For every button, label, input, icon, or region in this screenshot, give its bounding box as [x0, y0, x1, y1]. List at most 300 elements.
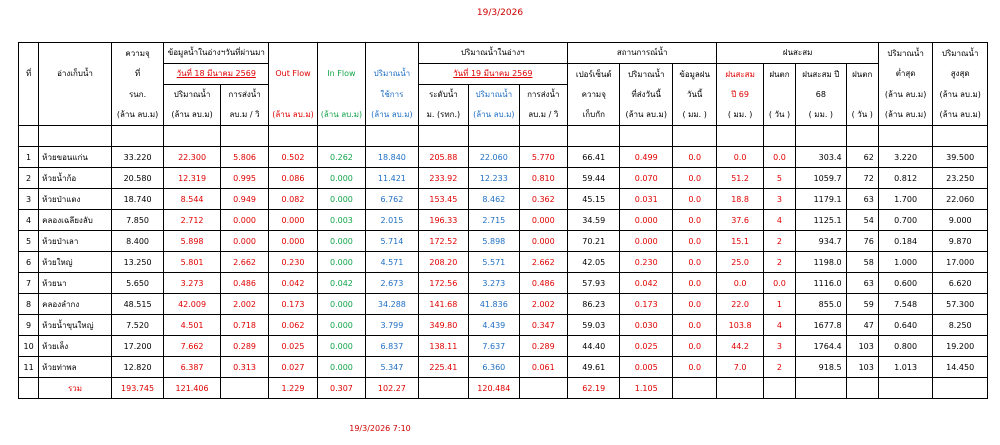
cell-sent: 0.031 [620, 189, 672, 210]
cell-rain: 0.0 [672, 273, 716, 294]
header-cur-level-unit: ม. (รทก.) [418, 105, 468, 126]
cell-pv: 2.712 [164, 210, 221, 231]
total-percent: 62.19 [568, 378, 620, 399]
cell-use: 5.347 [366, 357, 418, 378]
header-reservoir-fill [39, 85, 112, 106]
cell-d69: 4 [763, 315, 795, 336]
cell-name: ห้วยเล็ง [39, 336, 112, 357]
header-maxvol-3: (ล้าน ลบ.ม) [933, 85, 988, 106]
cell-r68: 1764.4 [796, 336, 846, 357]
cell-pr: 2.002 [220, 294, 268, 315]
header-maxvol-1: ปริมาณน้ำ [933, 43, 988, 64]
cell-cv: 3.273 [469, 273, 519, 294]
header-raindays69-fill [763, 85, 795, 106]
total-usable: 102.27 [366, 378, 418, 399]
header-rain68-unit: ( มม. ) [796, 105, 846, 126]
cell-in: 0.000 [317, 231, 365, 252]
cell-r69: 44.2 [717, 336, 763, 357]
table-row [19, 147, 988, 168]
header-cur-release: การส่งน้ำ [519, 85, 567, 106]
header-rain69-1: ฝนสะสม [717, 64, 763, 85]
cell-cr: 0.289 [519, 336, 567, 357]
cell-out: 0.042 [269, 273, 317, 294]
cell-lvl: 172.52 [418, 231, 468, 252]
cell-rain: 0.0 [672, 252, 716, 273]
cell-d69: 5 [763, 168, 795, 189]
cell-cr: 5.770 [519, 147, 567, 168]
header-rain68-2: 68 [796, 85, 846, 106]
cell-cap: 18.740 [111, 189, 163, 210]
cell-r68: 1125.1 [796, 210, 846, 231]
total-label: รวม [39, 378, 112, 399]
header-cur-vol-unit: (ล้าน ลบ.ม) [469, 105, 519, 126]
cell-min: 0.700 [878, 210, 933, 231]
header-sent-unit: (ล้าน ลบ.ม) [620, 105, 672, 126]
table-body [19, 126, 988, 378]
cell-in: 0.000 [317, 294, 365, 315]
header-rain68-1: ฝนสะสม ปี [796, 64, 846, 85]
table-row [19, 315, 988, 336]
header-inflow-top [317, 43, 365, 64]
header-rain69-unit: ( มม. ) [717, 105, 763, 126]
cell-d68: 63 [846, 273, 878, 294]
cell-pv: 8.544 [164, 189, 221, 210]
cell-lvl: 141.68 [418, 294, 468, 315]
cell-d69: 0.0 [763, 273, 795, 294]
cell-name: ห้วยป่าแดง [39, 189, 112, 210]
cell-r68: 1059.7 [796, 168, 846, 189]
cell-min: 0.184 [878, 231, 933, 252]
cell-rain: 0.0 [672, 315, 716, 336]
total-raindays69 [763, 378, 795, 399]
cell-cr: 0.000 [519, 231, 567, 252]
header-usable: ปริมาณน้ำ [366, 64, 418, 85]
cell-use: 2.673 [366, 273, 418, 294]
header-cur-date: วันที่ 19 มีนาคม 2569 [418, 64, 567, 85]
cell-pv: 4.501 [164, 315, 221, 336]
header-percent: เปอร์เซ็นต์ [568, 64, 620, 85]
cell-in: 0.000 [317, 189, 365, 210]
cell-max: 8.250 [933, 315, 988, 336]
cell-r68: 1116.0 [796, 273, 846, 294]
total-raindays68 [846, 378, 878, 399]
cell-no: 7 [19, 273, 39, 294]
cell-rain: 0.0 [672, 210, 716, 231]
cell-out: 0.025 [269, 336, 317, 357]
cell-cap: 20.580 [111, 168, 163, 189]
cell-d69: 2 [763, 357, 795, 378]
total-capacity: 193.745 [111, 378, 163, 399]
cell-max: 6.620 [933, 273, 988, 294]
cell-min: 0.600 [878, 273, 933, 294]
cell-pr: 5.806 [220, 147, 268, 168]
header-prev-date: วันที่ 18 มีนาคม 2569 [164, 64, 269, 85]
cell-cap: 33.220 [111, 147, 163, 168]
cell-in: 0.262 [317, 147, 365, 168]
cell-pv: 5.801 [164, 252, 221, 273]
cell-pct: 86.23 [568, 294, 620, 315]
cell-cap: 7.850 [111, 210, 163, 231]
cell-name: ห้วยน้ำขุนใหญ่ [39, 315, 112, 336]
cell-in: 0.000 [317, 336, 365, 357]
cell-pv: 6.387 [164, 357, 221, 378]
cell-cr: 2.662 [519, 252, 567, 273]
cell-pct: 66.41 [568, 147, 620, 168]
total-minvol [878, 378, 933, 399]
cell-r68: 855.0 [796, 294, 846, 315]
cell-min: 0.640 [878, 315, 933, 336]
header-prev-release: การส่งน้ำ [220, 85, 268, 106]
cell-sent: 0.030 [620, 315, 672, 336]
header-outflow-fill [269, 85, 317, 106]
cell-cr: 0.061 [519, 357, 567, 378]
header-cur-release-unit: ลบ.ม / วิ [519, 105, 567, 126]
cell-use: 6.762 [366, 189, 418, 210]
header-sent-2: ที่ส่งวันนี้ [620, 85, 672, 106]
cell-cap: 5.650 [111, 273, 163, 294]
header-no-end [19, 105, 39, 126]
cell-cv: 8.462 [469, 189, 519, 210]
cell-name: ห้วยขอนแก่น [39, 147, 112, 168]
total-cur-release [519, 378, 567, 399]
cell-r69: 0.0 [717, 273, 763, 294]
table-row [19, 231, 988, 252]
cell-cr: 0.347 [519, 315, 567, 336]
header-reservoir-top [39, 43, 112, 64]
cell-cr: 0.810 [519, 168, 567, 189]
cell-pr: 0.949 [220, 189, 268, 210]
cell-lvl: 172.56 [418, 273, 468, 294]
table-row [19, 357, 988, 378]
cell-max: 17.000 [933, 252, 988, 273]
cell-sent: 0.230 [620, 252, 672, 273]
cell-name: คลองเฉลียงลับ [39, 210, 112, 231]
reservoir-table [18, 42, 988, 399]
cell-max: 9.000 [933, 210, 988, 231]
cell-sent: 0.499 [620, 147, 672, 168]
cell-r68: 918.5 [796, 357, 846, 378]
cell-no: 9 [19, 315, 39, 336]
cell-d69: 1 [763, 294, 795, 315]
cell-use: 11.421 [366, 168, 418, 189]
cell-cr: 0.362 [519, 189, 567, 210]
cell-no: 3 [19, 189, 39, 210]
totals-row [19, 378, 988, 399]
table-row [19, 210, 988, 231]
cell-pv: 12.319 [164, 168, 221, 189]
cell-sent: 0.070 [620, 168, 672, 189]
header-inflow: In Flow [317, 64, 365, 85]
cell-cv: 2.715 [469, 210, 519, 231]
cell-pv: 3.273 [164, 273, 221, 294]
total-cur-vol: 120.484 [469, 378, 519, 399]
cell-cap: 12.820 [111, 357, 163, 378]
cell-max: 19.200 [933, 336, 988, 357]
cell-no: 1 [19, 147, 39, 168]
table-row [19, 273, 988, 294]
cell-d68: 103 [846, 336, 878, 357]
cell-d69: 4 [763, 210, 795, 231]
cell-r69: 7.0 [717, 357, 763, 378]
header-outflow-top [269, 43, 317, 64]
header-prev-group: ข้อมูลน้ำในอ่างฯวันที่ผ่านมา [164, 43, 269, 64]
spacer-row [19, 126, 988, 147]
header-raindays68-fill [846, 85, 878, 106]
cell-r69: 0.0 [717, 147, 763, 168]
cell-pr: 2.662 [220, 252, 268, 273]
header-no [19, 43, 39, 64]
cell-r69: 25.0 [717, 252, 763, 273]
cell-in: 0.000 [317, 315, 365, 336]
cell-min: 0.812 [878, 168, 933, 189]
cell-out: 0.082 [269, 189, 317, 210]
table-row [19, 294, 988, 315]
report-timestamp: 19/3/2026 7:10 [349, 424, 411, 433]
cell-use: 4.571 [366, 252, 418, 273]
cell-out: 0.502 [269, 147, 317, 168]
cell-d68: 59 [846, 294, 878, 315]
cell-pct: 59.03 [568, 315, 620, 336]
cell-pv: 42.009 [164, 294, 221, 315]
cell-cv: 5.571 [469, 252, 519, 273]
cell-pr: 0.000 [220, 231, 268, 252]
cell-d68: 76 [846, 231, 878, 252]
total-prev-release [220, 378, 268, 399]
header-maxvol-2: สูงสุด [933, 64, 988, 85]
cell-cv: 22.060 [469, 147, 519, 168]
cell-cv: 7.637 [469, 336, 519, 357]
header-sent-1: ปริมาณน้ำ [620, 64, 672, 85]
cell-use: 6.837 [366, 336, 418, 357]
cell-in: 0.000 [317, 168, 365, 189]
cell-d69: 0.0 [763, 147, 795, 168]
cell-d68: 63 [846, 189, 878, 210]
cell-pv: 7.662 [164, 336, 221, 357]
cell-use: 2.015 [366, 210, 418, 231]
cell-pct: 45.15 [568, 189, 620, 210]
cell-lvl: 208.20 [418, 252, 468, 273]
cell-cr: 0.486 [519, 273, 567, 294]
header-capacity-3: รนก. [111, 85, 163, 106]
cell-sent: 0.000 [620, 210, 672, 231]
header-no-fill [19, 85, 39, 106]
cell-max: 22.060 [933, 189, 988, 210]
header-prev-vol: ปริมาณน้ำ [164, 85, 221, 106]
cell-cap: 7.520 [111, 315, 163, 336]
cell-min: 1.000 [878, 252, 933, 273]
cell-no: 10 [19, 336, 39, 357]
cell-cv: 5.898 [469, 231, 519, 252]
cell-rain: 0.0 [672, 357, 716, 378]
header-percent-2: ความจุ [568, 85, 620, 106]
table-row [19, 336, 988, 357]
cell-out: 0.027 [269, 357, 317, 378]
cell-cr: 2.002 [519, 294, 567, 315]
cell-use: 3.799 [366, 315, 418, 336]
cell-pr: 0.289 [220, 336, 268, 357]
cell-d68: 54 [846, 210, 878, 231]
cell-d69: 3 [763, 189, 795, 210]
cell-cap: 17.200 [111, 336, 163, 357]
header-maxvol-unit: (ล้าน ลบ.ม) [933, 105, 988, 126]
cell-no: 4 [19, 210, 39, 231]
header-capacity-1: ความจุ [111, 43, 163, 64]
header-rain69-2: ปี 69 [717, 85, 763, 106]
cell-pr: 0.995 [220, 168, 268, 189]
cell-d68: 58 [846, 252, 878, 273]
cell-in: 0.042 [317, 273, 365, 294]
cell-rain: 0.0 [672, 189, 716, 210]
cell-name: ห้วยนา [39, 273, 112, 294]
header-reservoir-end [39, 105, 112, 126]
cell-max: 57.300 [933, 294, 988, 315]
cell-d68: 103 [846, 357, 878, 378]
header-cur-vol: ปริมาณน้ำ [469, 85, 519, 106]
total-prev-vol: 121.406 [164, 378, 221, 399]
cell-r69: 103.8 [717, 315, 763, 336]
cell-pr: 0.000 [220, 210, 268, 231]
cell-name: ห้วยป่าเลา [39, 231, 112, 252]
cell-lvl: 196.33 [418, 210, 468, 231]
cell-out: 0.230 [269, 252, 317, 273]
cell-pr: 0.313 [220, 357, 268, 378]
cell-lvl: 205.88 [418, 147, 468, 168]
cell-d68: 62 [846, 147, 878, 168]
cell-min: 1.013 [878, 357, 933, 378]
cell-name: ห้วยท่าพล [39, 357, 112, 378]
cell-d68: 47 [846, 315, 878, 336]
header-inflow-unit: (ล้าน ลบ.ม) [317, 105, 365, 126]
cell-pct: 59.44 [568, 168, 620, 189]
cell-out: 0.173 [269, 294, 317, 315]
cell-name: ห้วยใหญ่ [39, 252, 112, 273]
header-outflow: Out Flow [269, 64, 317, 85]
cell-cr: 0.000 [519, 210, 567, 231]
cell-name: ห้วยน้ำก้อ [39, 168, 112, 189]
total-sent: 1.105 [620, 378, 672, 399]
cell-pv: 22.300 [164, 147, 221, 168]
cell-max: 39.500 [933, 147, 988, 168]
header-reservoir: อ่างเก็บน้ำ [39, 64, 112, 85]
cell-min: 3.220 [878, 147, 933, 168]
header-minvol-3: (ล้าน ลบ.ม) [878, 85, 933, 106]
cell-max: 14.450 [933, 357, 988, 378]
cell-cv: 4.439 [469, 315, 519, 336]
total-rain [672, 378, 716, 399]
cell-no: 11 [19, 357, 39, 378]
table-row [19, 168, 988, 189]
header-rain-unit: ( มม. ) [672, 105, 716, 126]
cell-max: 23.250 [933, 168, 988, 189]
cell-r69: 51.2 [717, 168, 763, 189]
cell-rain: 0.0 [672, 147, 716, 168]
cell-min: 1.700 [878, 189, 933, 210]
header-rain-2: วันนี้ [672, 85, 716, 106]
header-capacity-4: (ล้าน ลบ.ม) [111, 105, 163, 126]
cell-min: 0.800 [878, 336, 933, 357]
header-usable-2: ใช้การ [366, 85, 418, 106]
cell-out: 0.000 [269, 231, 317, 252]
cell-sent: 0.173 [620, 294, 672, 315]
cell-lvl: 138.11 [418, 336, 468, 357]
cell-pct: 44.40 [568, 336, 620, 357]
total-no [19, 378, 39, 399]
header-raindays69-unit: ( วัน ) [763, 105, 795, 126]
total-rain69 [717, 378, 763, 399]
header-usable-unit: (ล้าน ลบ.ม) [366, 105, 418, 126]
cell-min: 7.548 [878, 294, 933, 315]
cell-r69: 18.8 [717, 189, 763, 210]
cell-name: คลองลำกง [39, 294, 112, 315]
cell-cv: 12.233 [469, 168, 519, 189]
cell-d68: 72 [846, 168, 878, 189]
cell-r69: 15.1 [717, 231, 763, 252]
table-row [19, 189, 988, 210]
cell-lvl: 153.45 [418, 189, 468, 210]
cell-d69: 2 [763, 231, 795, 252]
cell-rain: 0.0 [672, 168, 716, 189]
cell-pv: 5.898 [164, 231, 221, 252]
header-cur-level: ระดับน้ำ [418, 85, 468, 106]
cell-lvl: 225.41 [418, 357, 468, 378]
header-outflow-unit: (ล้าน ลบ.ม) [269, 105, 317, 126]
cell-cap: 8.400 [111, 231, 163, 252]
cell-cap: 48.515 [111, 294, 163, 315]
cell-out: 0.086 [269, 168, 317, 189]
cell-use: 5.714 [366, 231, 418, 252]
cell-no: 8 [19, 294, 39, 315]
total-rain68 [796, 378, 846, 399]
cell-no: 6 [19, 252, 39, 273]
header-inflow-fill [317, 85, 365, 106]
cell-r68: 934.7 [796, 231, 846, 252]
cell-in: 0.000 [317, 252, 365, 273]
cell-out: 0.062 [269, 315, 317, 336]
cell-in: 0.003 [317, 210, 365, 231]
cell-r68: 303.4 [796, 147, 846, 168]
header-status-group: สถานการณ์น้ำ [568, 43, 717, 64]
cell-pct: 49.61 [568, 357, 620, 378]
cell-pr: 0.486 [220, 273, 268, 294]
header-rain-group: ฝนสะสม [717, 43, 878, 64]
cell-r68: 1677.8 [796, 315, 846, 336]
cell-no: 5 [19, 231, 39, 252]
cell-d69: 3 [763, 336, 795, 357]
header-minvol-1: ปริมาณน้ำ [878, 43, 933, 64]
cell-rain: 0.0 [672, 336, 716, 357]
header-raindays69: ฝนตก [763, 64, 795, 85]
cell-pct: 42.05 [568, 252, 620, 273]
cell-cv: 41.836 [469, 294, 519, 315]
total-level [418, 378, 468, 399]
header-prev-release-unit: ลบ.ม / วิ [220, 105, 268, 126]
cell-r69: 37.6 [717, 210, 763, 231]
cell-sent: 0.000 [620, 231, 672, 252]
cell-r69: 22.0 [717, 294, 763, 315]
cell-r68: 1198.0 [796, 252, 846, 273]
header-rain-1: ข้อมูลฝน [672, 64, 716, 85]
header-raindays68-unit: ( วัน ) [846, 105, 878, 126]
cell-pct: 34.59 [568, 210, 620, 231]
cell-pct: 57.93 [568, 273, 620, 294]
total-outflow: 1.229 [269, 378, 317, 399]
cell-pr: 0.718 [220, 315, 268, 336]
cell-sent: 0.005 [620, 357, 672, 378]
table-row [19, 252, 988, 273]
cell-use: 18.840 [366, 147, 418, 168]
cell-lvl: 233.92 [418, 168, 468, 189]
total-inflow: 0.307 [317, 378, 365, 399]
